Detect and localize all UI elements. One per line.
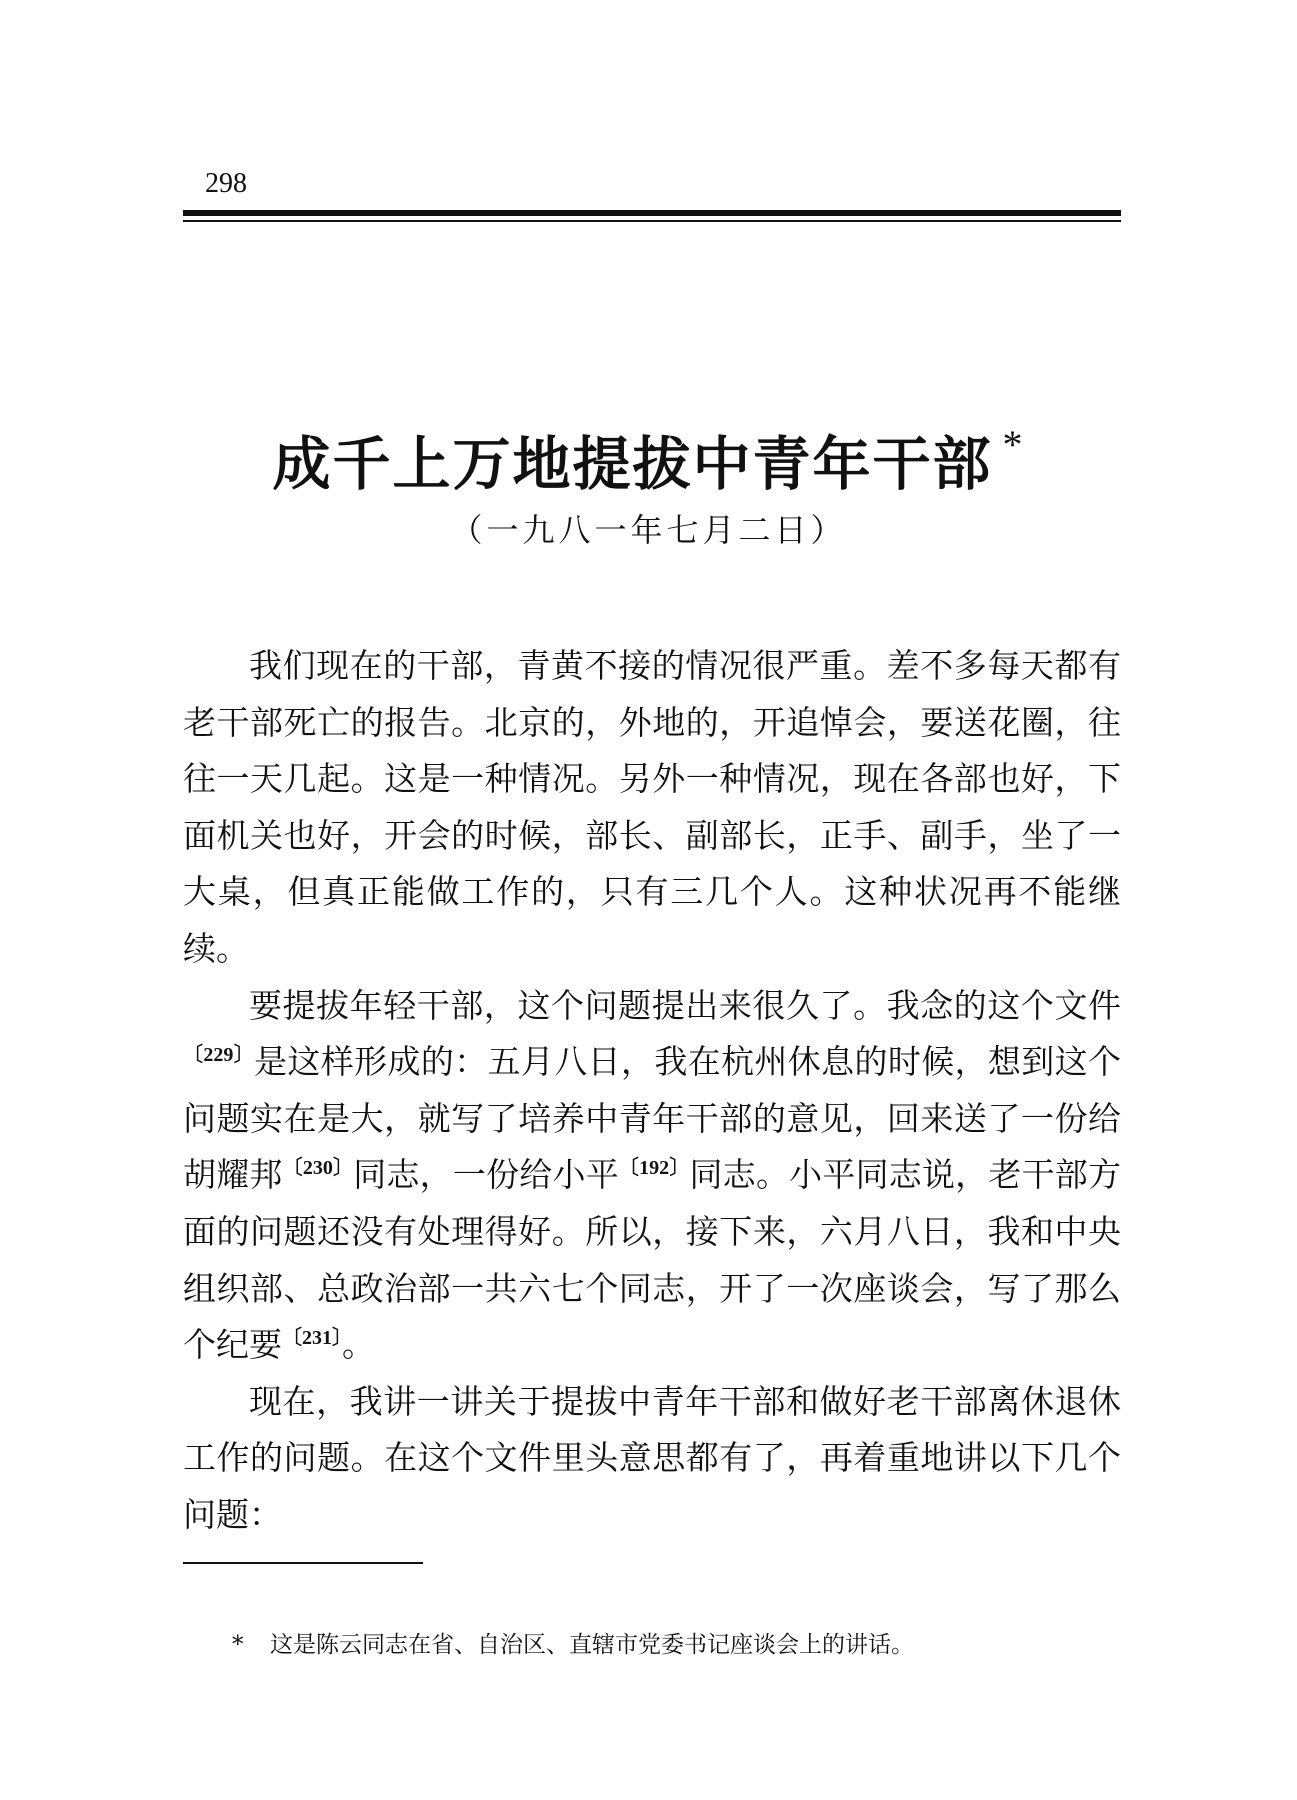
citation-ref: 〔229〕 [183, 1044, 255, 1067]
paragraph-text: 同志，一份给小平 [353, 1155, 619, 1195]
footnote-mark: * [232, 1632, 244, 1658]
citation-ref: 〔192〕 [618, 1157, 690, 1180]
paragraph-text: 现在，我讲一讲关于提拔中青年干部和做好老干部离休退休工作的问题。在这个文件里头意思都有了，再着重地讲以下几个问题： [183, 1381, 1121, 1534]
title-text: 成千上万地提拔中青年干部 [272, 430, 993, 498]
paragraph [183, 638, 1121, 978]
header-rule-thin [183, 220, 1121, 222]
citation-ref: 〔230〕 [282, 1157, 354, 1180]
header-rule-thick [183, 210, 1121, 216]
paragraph-text: 我们现在的干部，青黄不接的情况很严重。差不多每天都有老干部死亡的报告。北京的，外地的，开追悼会，要送花圈，往往一天几起。这是一种情况。另外一种情况，现在各部也好，下面机关也好，开会的时候，部长、副部长，正手、副手，坐了一大桌，但真正能做工作的，只有三几个人。这种状况再不能继续。 [183, 646, 1121, 968]
paragraph-text: 。 [342, 1325, 375, 1365]
article-title [0, 410, 1297, 499]
footnote-rule [183, 1562, 423, 1564]
footnote-text: 这是陈云同志在省、自治区、直辖市党委书记座谈会上的讲话。 [270, 1632, 914, 1658]
paragraph-text: 要提拔年轻干部，这个问题提出来很久了。我念的这个文件 [249, 985, 1121, 1025]
citation-ref: 〔231〕 [282, 1327, 342, 1350]
paragraph-text: 同志。小平同志说，老干部方面的问题还没有处理得好。所以，接下来，六月八日，我和中央组织部、总政治部一共六七个同志，开了一次座谈会，写了那么个纪要 [183, 1155, 1122, 1365]
page-number: 298 [205, 168, 247, 199]
paragraph-text: 是这样形成的：五月八日，我在杭州休息的时候，想到这个问题实在是大，就写了培养中青年干部的意见，回来送了一份给胡耀邦 [183, 1042, 1122, 1195]
paragraph [183, 978, 1121, 1374]
footnote [232, 1630, 914, 1660]
paragraph [183, 1374, 1121, 1544]
article-date: （一九八一年七月二日） [450, 511, 847, 549]
title-footnote-mark: * [1002, 422, 1025, 467]
article-body [183, 638, 1121, 1544]
